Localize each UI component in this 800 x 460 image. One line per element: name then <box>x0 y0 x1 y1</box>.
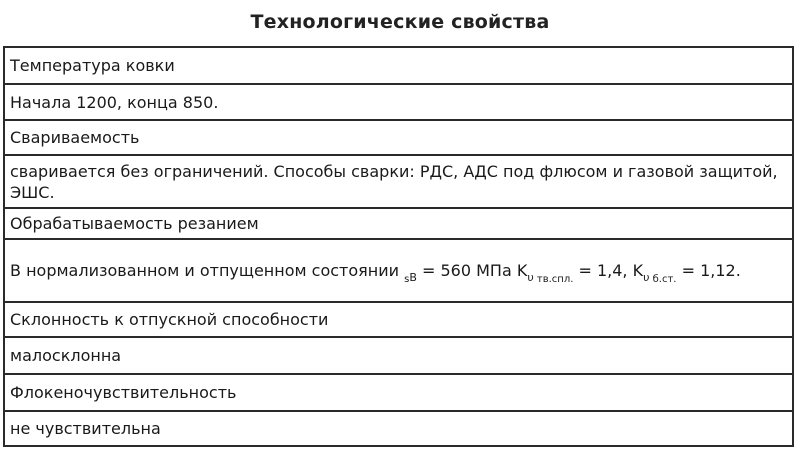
machinability-label: Обрабатываемость резанием <box>10 214 259 233</box>
k1-subscript-v: υ <box>527 271 534 284</box>
sigma-symbol: s <box>404 274 410 285</box>
machinability-value <box>10 260 741 285</box>
table-row <box>5 338 792 375</box>
table-row <box>5 121 792 156</box>
temper-value: малосклонна <box>10 346 122 365</box>
table-row <box>5 412 792 445</box>
machinability-mid2: = 1,4, K <box>573 261 644 280</box>
forging-label: Температура ковки <box>10 56 175 75</box>
table-row <box>5 375 792 412</box>
sigma-subscript: B <box>409 271 417 284</box>
temper-label: Склонность к отпускной способности <box>10 310 329 329</box>
properties-table <box>3 46 794 447</box>
machinability-end: = 1,12. <box>676 261 741 280</box>
forging-value: Начала 1200, конца 850. <box>10 92 219 112</box>
table-row <box>5 85 792 121</box>
machinability-mid1: = 560 МПа K <box>416 261 528 280</box>
machinability-prefix: В нормализованном и отпущенном состоянии <box>10 261 405 280</box>
flake-label: Флокеночувствительность <box>10 383 237 402</box>
weldability-value: сваривается без ограничений. Способы сварки: РДС, АДС под флюсом и газовой защитой, ЭШС. <box>10 161 778 202</box>
table-row <box>5 209 792 240</box>
table-row <box>5 303 792 338</box>
table-row <box>5 48 792 85</box>
flake-value: не чувствительна <box>10 419 161 438</box>
k1-subscript-text: тв.спл. <box>533 274 574 285</box>
table-row <box>5 240 792 303</box>
k2-subscript-text: б.ст. <box>649 274 677 285</box>
table-row <box>5 156 792 209</box>
page-title: Технологические свойства <box>250 11 550 33</box>
weldability-label: Свариваемость <box>10 128 140 147</box>
k2-subscript-v: υ <box>643 271 650 284</box>
